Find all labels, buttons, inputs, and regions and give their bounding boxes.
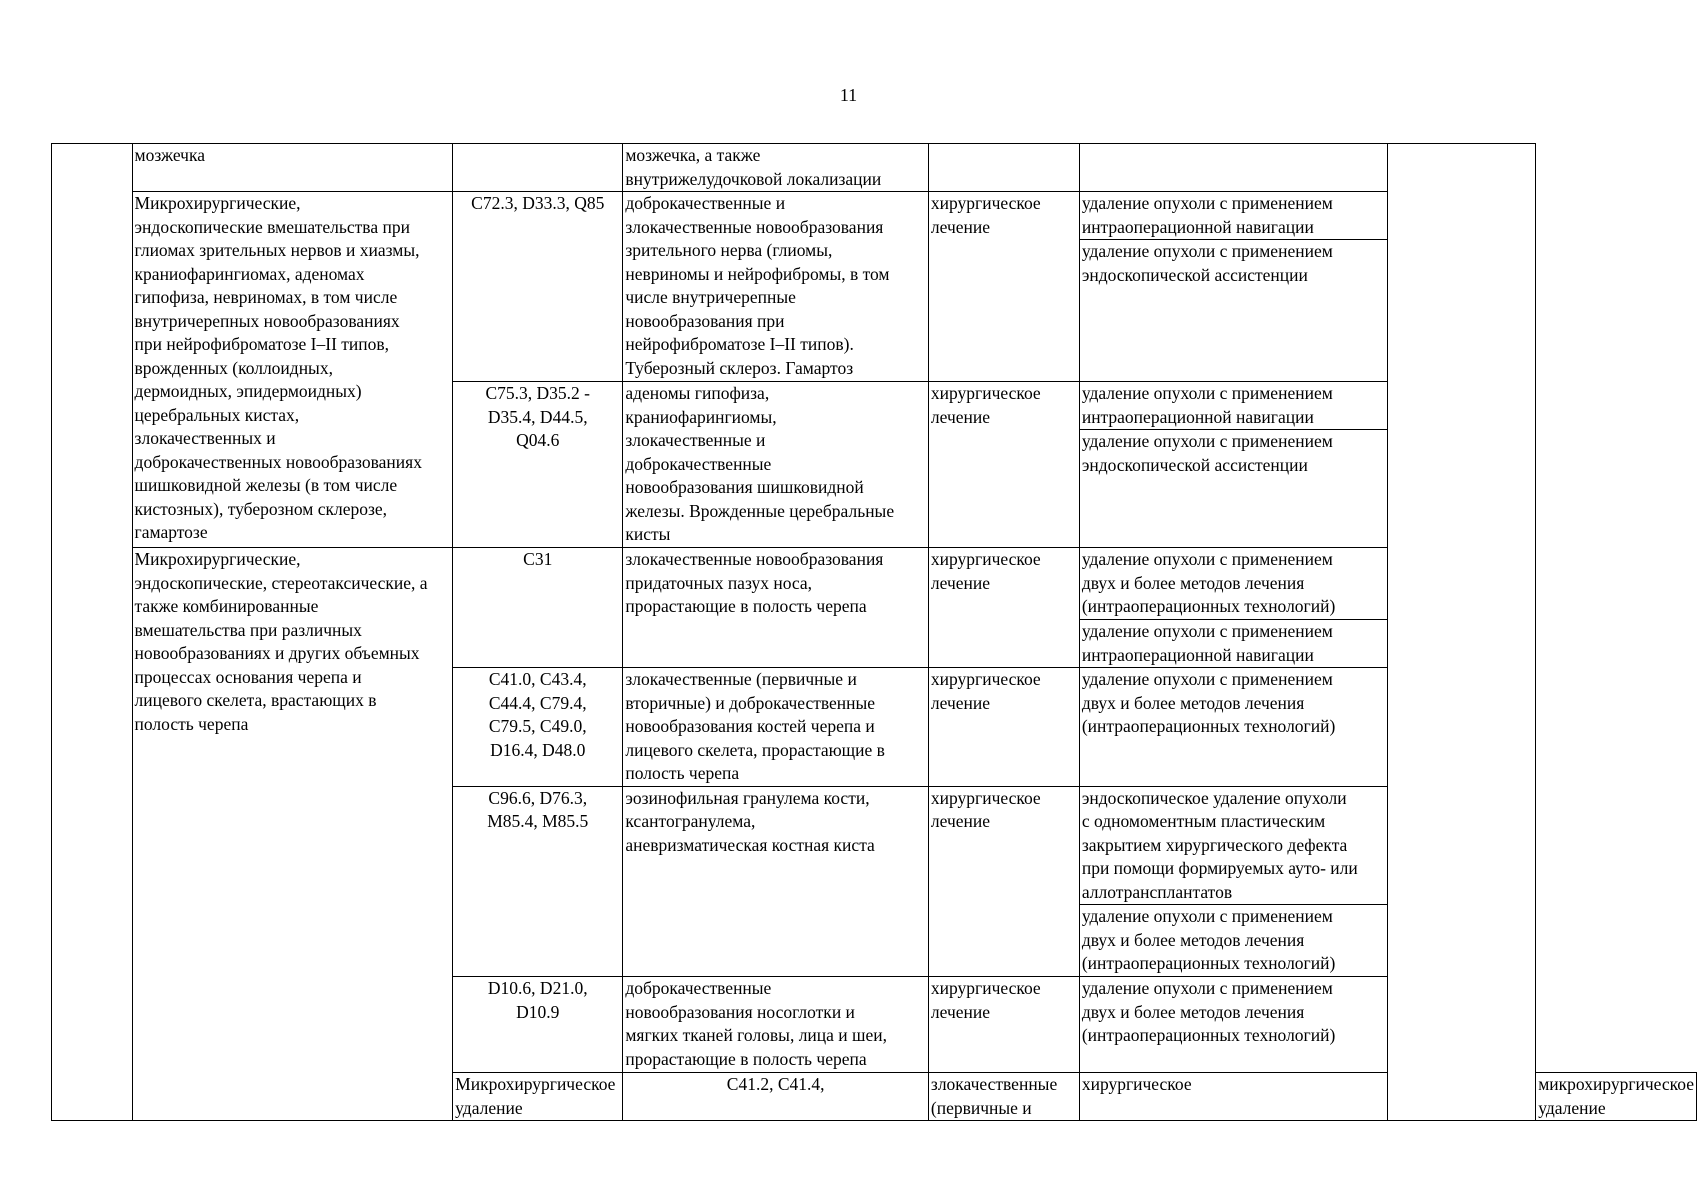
- treatment-kind-cell: хирургическое лечение: [928, 977, 1079, 1073]
- intervention-group-cell: Микрохирургические, эндоскопические, стереотаксические, а также комбинированные вмешательства при различных новообразованиях и других объемных процессах основания черепа и лицевого скелета, врастающих в полость черепа: [132, 548, 453, 1121]
- right-blank-column: [1388, 144, 1536, 1121]
- icd-code-cell: C75.3, D35.2 - D35.4, D44.5, Q04.6: [453, 382, 623, 548]
- treatment-method-cell: удаление опухоли с применением интраоперационной навигации: [1079, 192, 1387, 240]
- treatment-method-cell: удаление опухоли с применением двух и более методов лечения (интраоперационных технологий): [1079, 977, 1387, 1073]
- treatment-kind-cell: хирургическое лечение: [928, 786, 1079, 977]
- left-blank-column: [52, 144, 133, 1121]
- patient-model-cell: аденомы гипофиза, краниофарингиомы, злокачественные и доброкачественные новообразования шишковидной железы. Врожденные церебральные кисты: [623, 382, 929, 548]
- page-number: 11: [839, 85, 858, 105]
- treatment-method-cell: удаление опухоли с применением интраоперационной навигации: [1079, 620, 1387, 668]
- icd-code-cell: C96.6, D76.3, M85.4, M85.5: [453, 786, 623, 977]
- icd-code-cell: C41.2, C41.4,: [623, 1073, 929, 1121]
- icd-code-cell: C31: [453, 548, 623, 668]
- treatment-method-cell: микрохирургическое удаление: [1536, 1073, 1697, 1121]
- treatment-kind-cell: хирургическое лечение: [928, 382, 1079, 548]
- treatment-method-cell: удаление опухоли с применением эндоскопической ассистенции: [1079, 430, 1387, 548]
- patient-model-cell: мозжечка, а также внутрижелудочковой локализации: [623, 144, 929, 192]
- patient-model-cell: злокачественные (первичные и вторичные) и доброкачественные новообразования костей черепа и лицевого скелета, прорастающие в полость черепа: [623, 668, 929, 787]
- icd-code-cell: [453, 144, 623, 192]
- patient-model-cell: злокачественные (первичные и: [928, 1073, 1079, 1121]
- icd-code-cell: C41.0, C43.4, C44.4, C79.4, C79.5, C49.0, D16.4, D48.0: [453, 668, 623, 787]
- patient-model-cell: доброкачественные новообразования носоглотки и мягких тканей головы, лица и шеи, прорастающие в полость черепа: [623, 977, 929, 1073]
- intervention-group-cell: мозжечка: [132, 144, 453, 192]
- treatment-kind-cell: хирургическое лечение: [928, 192, 1079, 382]
- treatment-method-cell: удаление опухоли с применением двух и более методов лечения (интраоперационных технологий): [1079, 668, 1387, 787]
- intervention-group-cell: Микрохирургические, эндоскопические вмешательства при глиомах зрительных нервов и хиазмы, краниофарингиомах, аденомах гипофиза, невриномах, в том числе внутричерепных новообразованиях при нейрофиброматозе I–II типов, врожденных (коллоидных, дермоидных, эпидермоидных) церебральных кистах, злокачественных и доброкачественных новообразованиях шишковидной железы (в том числе кистозных), туберозном склерозе, гамартозе: [132, 192, 453, 548]
- patient-model-cell: эозинофильная гранулема кости, ксантогранулема, аневризматическая костная киста: [623, 786, 929, 977]
- table-row: [52, 144, 1697, 192]
- patient-model-cell: доброкачественные и злокачественные новообразования зрительного нерва (глиомы, невриномы и нейрофибромы, в том числе внутричерепные новообразования при нейрофиброматозе I–II типов). Туберозный склероз. Гамартоз: [623, 192, 929, 382]
- treatment-kind-cell: [928, 144, 1079, 192]
- medical-care-table: [51, 143, 1697, 1121]
- icd-code-cell: C72.3, D33.3, Q85: [453, 192, 623, 382]
- icd-code-cell: D10.6, D21.0, D10.9: [453, 977, 623, 1073]
- treatment-method-cell: удаление опухоли с применением эндоскопической ассистенции: [1079, 240, 1387, 382]
- treatment-method-cell: удаление опухоли с применением двух и более методов лечения (интраоперационных технологий): [1079, 905, 1387, 977]
- treatment-method-cell: [1079, 144, 1387, 192]
- treatment-kind-cell: хирургическое лечение: [928, 668, 1079, 787]
- treatment-method-cell: удаление опухоли с применением интраоперационной навигации: [1079, 382, 1387, 430]
- treatment-method-cell: эндоскопическое удаление опухоли с одномоментным пластическим закрытием хирургического дефекта при помощи формируемых ауто- или аллотрансплантатов: [1079, 786, 1387, 905]
- treatment-kind-cell: хирургическое: [1079, 1073, 1387, 1121]
- treatment-method-cell: удаление опухоли с применением двух и более методов лечения (интраоперационных технологий): [1079, 548, 1387, 620]
- patient-model-cell: злокачественные новообразования придаточных пазух носа, прорастающие в полость черепа: [623, 548, 929, 668]
- treatment-kind-cell: хирургическое лечение: [928, 548, 1079, 668]
- intervention-group-cell: Микрохирургическое удаление: [453, 1073, 623, 1121]
